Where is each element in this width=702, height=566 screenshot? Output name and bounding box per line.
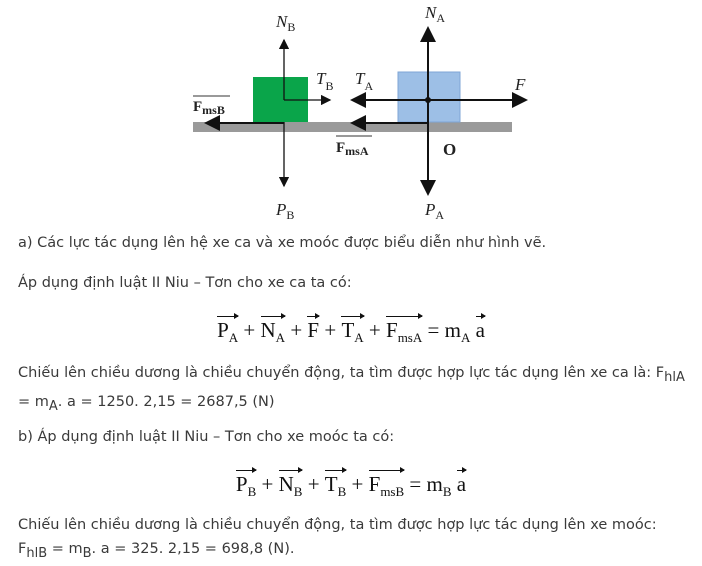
label-f: F xyxy=(515,75,526,94)
equation-b: $P_B + N_B + T_B + F_{msB} = m_B$ a xyxy=(0,468,702,500)
paragraph-a: a) Các lực tác dụng lên hệ xe ca và xe moóc được biểu diễn như hình vẽ. xyxy=(18,235,547,251)
paragraph-b: b) Áp dụng định luật II Niu – Tơn cho xe moóc ta có: xyxy=(18,429,395,445)
paragraph-result-b: Chiếu lên chiều dương là chiều chuyển động, ta tìm được hợp lực tác dụng lên xe moóc: $F_{hlB} = m_B$. a = 325. 2,15 = 698,8 (N). xyxy=(18,517,657,561)
paragraph-law-a: Áp dụng định luật II Niu – Tơn cho xe ca ta có: xyxy=(18,275,352,291)
label-origin: O xyxy=(443,140,457,159)
label-fmsb: $F_{msB}$ xyxy=(193,99,225,117)
label-pb: $P_B$ xyxy=(276,200,295,222)
label-nb: $N_B$ xyxy=(276,12,296,34)
equation-a: $P_A + N_A + F + T_A + F_{msA} = m_A$ a xyxy=(0,314,702,346)
label-fmsa: $F_{msA}$ xyxy=(336,140,369,158)
force-diagram xyxy=(0,0,702,230)
label-na: $N_A$ xyxy=(425,3,446,25)
label-tb: $T_B$ xyxy=(316,69,334,93)
paragraph-result-a: Chiếu lên chiều dương là chiều chuyển động, ta tìm được hợp lực tác dụng lên xe ca là: $F_{hlA}$ = $m_A$. a = 1250. 2,15 = 2687,5 (N) xyxy=(18,365,685,414)
label-ta: $T_A$ xyxy=(355,69,374,93)
label-pa: $P_A$ xyxy=(425,200,445,222)
